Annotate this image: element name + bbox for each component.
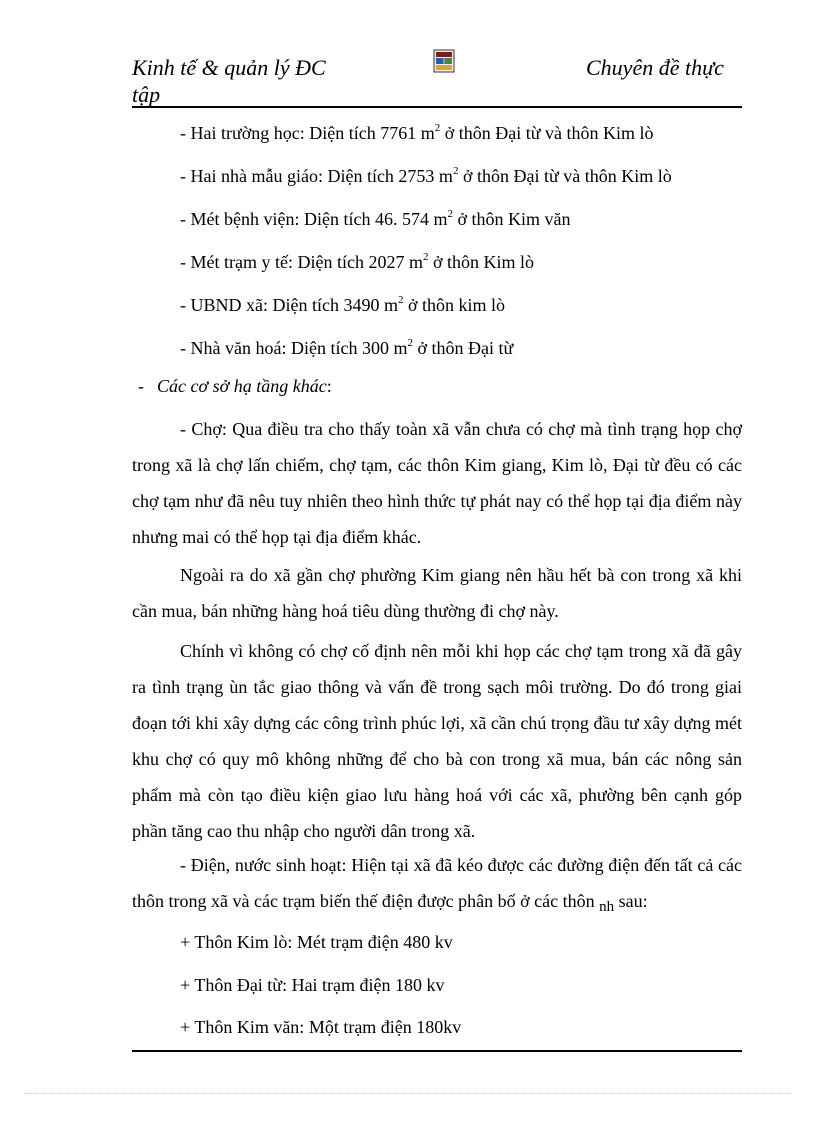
- paragraph-cho: - Chợ: Qua điều tra cho thấy toàn xã vẫn chưa có chợ mà tình trạng họp chợ trong xã là chợ lấn chiếm, chợ tạm, các thôn Kim giang, Kim lò, Đại từ đều có các chợ tạm như đã nêu tuy nhiên theo hình thức tự phát nay có thể họp tại địa điểm này nhưng mai có thể họp tại địa điểm khác.: [132, 419, 742, 547]
- station-item: + Thôn Kim lò: Mét trạm điện 480 kv: [180, 932, 453, 952]
- facility-item: - Nhà văn hoá: Diện tích 300 $m^2$ ở thôn Đại từ: [180, 337, 514, 358]
- facility-item: - Mét bệnh viện: Diện tích 46. 574 $m^2$ ở thôn Kim văn: [180, 208, 571, 229]
- paragraph-ngoai-ra: Ngoài ra do xã gần chợ phường Kim giang nên hầu hết bà con trong xã khi cần mua, bán những hàng hoá tiêu dùng thường đi chợ này.: [132, 565, 742, 621]
- facility-item: - Hai nhà mẫu giáo: Diện tích 2753 $m^2$ ở thôn Đại từ và thôn Kim lò: [180, 165, 672, 186]
- document-logo-icon: [433, 49, 455, 73]
- header-right-title: Chuyên đề thực: [586, 55, 724, 80]
- facility-item: - Mét trạm y tế: Diện tích 2027 $m^2$ ở thôn Kim lò: [180, 251, 534, 272]
- section-heading: - Các cơ sở hạ tầng khác:: [138, 376, 332, 396]
- paragraph-dien-nuoc: - Điện, nước sinh hoạt: Hiện tại xã đã kéo được các đường điện đến tất cả các thôn trong xã và các trạm biến thế điện được phân bố ở các thôn $_{nh}$ sau:: [132, 855, 742, 915]
- footer-rule: [132, 1050, 742, 1052]
- page-bottom-dotted-line: [24, 1093, 792, 1094]
- station-item: + Thôn Đại từ: Hai trạm điện 180 kv: [180, 975, 445, 995]
- header-rule: [132, 106, 742, 108]
- facility-item: - UBND xã: Diện tích 3490 $m^2$ ở thôn kim lò: [180, 294, 505, 315]
- header-left-title: Kinh tế & quản lý ĐC tập: [132, 55, 326, 107]
- facility-item: - Hai trường học: Diện tích 7761 $m^2$ ở thôn Đại từ và thôn Kim lò: [180, 122, 654, 143]
- paragraph-chinh-vi: Chính vì không có chợ cố định nên mỗi khi họp các chợ tạm trong xã đã gây ra tình trạng ùn tắc giao thông và vấn đề trong sạch môi trường. Do đó trong giai đoạn tới khi xây dựng các công trình phúc lợi, xã cần chú trọng đầu tư xây dựng mét khu chợ có quy mô không những để cho bà con trong xã mua, bán các nông sản phẩm mà còn tạo điều kiện giao lưu hàng hoá với các xã, phường bên cạnh góp phần tăng cao thu nhập cho người dân trong xã.: [132, 641, 742, 841]
- station-item: + Thôn Kim văn: Một trạm điện 180kv: [180, 1017, 462, 1037]
